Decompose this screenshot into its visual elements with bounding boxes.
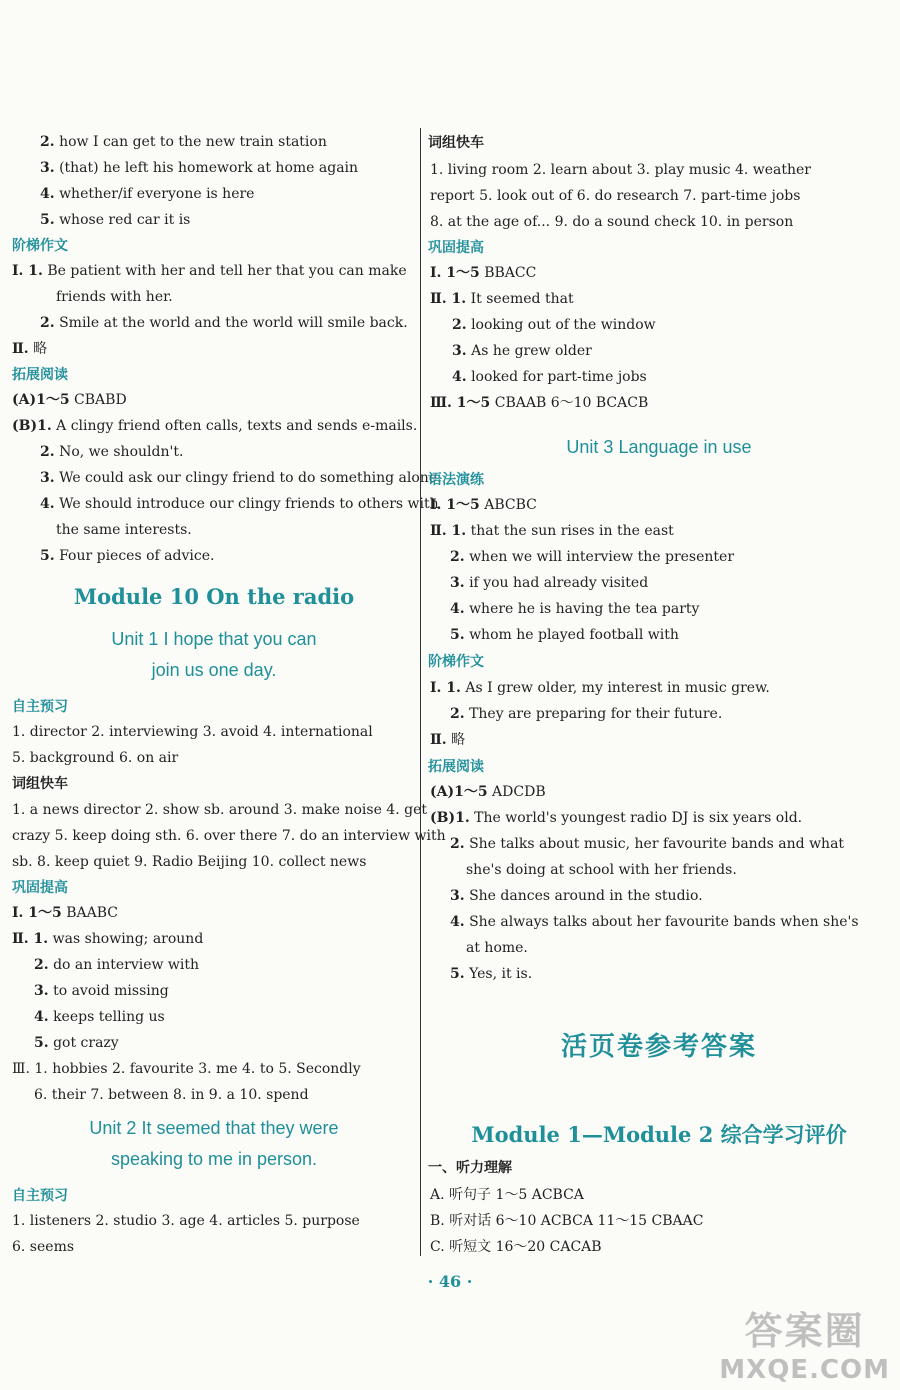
item-number: Ⅲ. 1～5 (430, 395, 491, 411)
item-number: Ⅰ. 1. (12, 263, 43, 279)
answer-line (12, 748, 178, 768)
item-number: Ⅰ. 1. (430, 680, 461, 696)
answer-line (56, 520, 192, 540)
item-number: 2. (450, 836, 465, 852)
answer-line (12, 390, 127, 410)
module-range-title: Module 1—Module 2 综合学习评价 (471, 1122, 847, 1147)
item-number: (A)1～5 (12, 392, 70, 408)
answer-text: looking out of the window (471, 317, 656, 333)
item-number: 2. (34, 957, 49, 973)
section-heading: 一、听力理解 (428, 1160, 512, 1176)
answer-line (34, 1007, 165, 1027)
answer-text: No, we shouldn't. (59, 444, 184, 460)
answer-line (12, 800, 427, 820)
section-heading: 巩固提高 (12, 880, 68, 896)
section-heading: 巩固提高 (428, 240, 484, 256)
answer-text: ADCDB (492, 784, 546, 800)
answer-line (12, 903, 118, 923)
answer-line (430, 186, 800, 206)
answer-line (34, 1085, 309, 1105)
answer-text: the same interests. (56, 522, 192, 538)
answer-text: if you had already visited (469, 575, 649, 591)
answer-text: when we will interview the presenter (469, 549, 735, 565)
answer-line (40, 184, 254, 204)
section-heading: 自主预习 (12, 699, 68, 715)
answer-line (12, 1211, 360, 1231)
answer-line (40, 210, 190, 230)
answer-line (430, 782, 546, 802)
answer-line (12, 722, 373, 742)
answer-text: how I can get to the new train station (59, 134, 327, 150)
answer-line (452, 367, 647, 387)
section-heading: 拓展阅读 (12, 367, 68, 383)
answer-line (450, 912, 859, 932)
section-heading: 词组快车 (12, 776, 68, 792)
answer-text: We should introduce our clingy friends to others with (59, 496, 439, 512)
answer-line (450, 599, 699, 619)
answer-text: she's doing at school with her friends. (466, 862, 737, 878)
answer-text: at home. (466, 940, 528, 956)
item-number: Ⅱ. 1. (430, 523, 467, 539)
unit-title: Unit 2 It seemed that they were (89, 1118, 339, 1138)
answer-text: A clingy friend often calls, texts and sends e-mails. (56, 418, 418, 434)
answer-text: They are preparing for their future. (469, 706, 723, 722)
answer-text: 1. listeners 2. studio 3. age 4. articles 5. purpose (12, 1213, 360, 1229)
answer-text: 1. director 2. interviewing 3. avoid 4. international (12, 724, 373, 740)
answer-line (450, 547, 734, 567)
item-number: Ⅰ. 1～5 (430, 497, 480, 513)
answer-text: whose red car it is (59, 212, 191, 228)
item-number: Ⅱ. (430, 732, 447, 748)
answer-line (430, 730, 465, 750)
answer-line (12, 852, 366, 872)
module-title: Module 10 On the radio (73, 584, 355, 609)
answer-line (34, 955, 199, 975)
answer-text: Smile at the world and the world will smile back. (59, 315, 408, 331)
answer-line (430, 393, 648, 413)
item-number: Ⅰ. 1～5 (430, 265, 480, 281)
answer-text: friends with her. (56, 289, 173, 305)
answer-line (12, 929, 203, 949)
answer-text: CBAAB 6～10 BCACB (494, 395, 649, 411)
answer-text: 6. seems (12, 1239, 75, 1255)
item-number: 2. (40, 444, 55, 460)
item-number: (B)1. (12, 418, 52, 434)
answer-text: 1. a news director 2. show sb. around 3. make noise 4. get (12, 802, 427, 818)
item-number: Ⅱ. 1. (430, 291, 467, 307)
item-number: 3. (40, 160, 55, 176)
answer-line (40, 494, 439, 514)
answer-text: It seemed that (470, 291, 574, 307)
answer-line (450, 964, 532, 984)
item-number: 2. (40, 315, 55, 331)
answer-line (450, 704, 722, 724)
answer-text: 6. their 7. between 8. in 9. a 10. spend (34, 1087, 309, 1103)
answer-text: As I grew older, my interest in music grew. (465, 680, 770, 696)
answer-line (430, 521, 674, 541)
column-divider (420, 128, 421, 1256)
answer-text: As he grew older (471, 343, 592, 359)
unit-title: join us one day. (151, 660, 277, 680)
answer-text: 略 (33, 341, 48, 357)
answer-line (40, 132, 327, 152)
item-number: 4. (452, 369, 467, 385)
item-number: Ⅰ. 1～5 (12, 905, 62, 921)
answer-text: CBABD (74, 392, 127, 408)
answer-text: sb. 8. keep quiet 9. Radio Beijing 10. collect news (12, 854, 367, 870)
item-number: 5. (34, 1035, 49, 1051)
answer-text: (that) he left his homework at home again (59, 160, 359, 176)
answer-text: BAABC (66, 905, 119, 921)
answer-text: that the sun rises in the east (470, 523, 674, 539)
item-number: 4. (450, 914, 465, 930)
item-number: 3. (34, 983, 49, 999)
page-number: · 46 · (427, 1272, 473, 1291)
answer-line (430, 289, 574, 309)
answer-key-title: 活页卷参考答案 (560, 1032, 757, 1062)
answer-text: She always talks about her favourite bands when she's (469, 914, 859, 930)
answer-line (56, 287, 173, 307)
answer-text: The world's youngest radio DJ is six years old. (474, 810, 803, 826)
answer-text: 1. living room 2. learn about 3. play music 4. weather (430, 162, 812, 178)
item-number: 5. (450, 627, 465, 643)
answer-text: to avoid missing (53, 983, 169, 999)
section-heading: 阶梯作文 (12, 238, 68, 254)
answer-text: BBACC (484, 265, 537, 281)
item-number: 3. (450, 888, 465, 904)
answer-line (12, 1237, 74, 1257)
answer-line (40, 442, 183, 462)
item-number: 3. (450, 575, 465, 591)
item-number: 4. (34, 1009, 49, 1025)
answer-text: Yes, it is. (469, 966, 533, 982)
answer-line (12, 339, 47, 359)
answer-text: C. 听短文 16～20 CACAB (430, 1239, 602, 1255)
item-number: Ⅱ. (12, 341, 29, 357)
item-number: 4. (40, 186, 55, 202)
answer-line (34, 1033, 119, 1053)
answer-line (450, 834, 844, 854)
answer-text: keeps telling us (53, 1009, 165, 1025)
answer-text: 略 (451, 732, 466, 748)
answer-text: Four pieces of advice. (59, 548, 215, 564)
item-number: 2. (40, 134, 55, 150)
section-heading: 语法演练 (428, 472, 484, 488)
answer-text: 8. at the age of... 9. do a sound check 10. in person (430, 214, 794, 230)
item-number: 2. (450, 549, 465, 565)
answer-text: was showing; around (52, 931, 204, 947)
section-heading: 词组快车 (428, 135, 484, 151)
item-number: (A)1～5 (430, 784, 488, 800)
answer-line (450, 886, 703, 906)
answer-text: got crazy (53, 1035, 119, 1051)
item-number: 3. (40, 470, 55, 486)
item-number: 5. (40, 212, 55, 228)
item-number: Ⅱ. 1. (12, 931, 49, 947)
answer-line (34, 981, 169, 1001)
answer-text: crazy 5. keep doing sth. 6. over there 7. do an interview with (12, 828, 446, 844)
answer-text: report 5. look out of 6. do research 7. part-time jobs (430, 188, 801, 204)
answer-line (430, 263, 536, 283)
answer-line (40, 546, 214, 566)
section-heading: 拓展阅读 (428, 759, 484, 775)
item-number: 5. (40, 548, 55, 564)
answer-text: where he is having the tea party (469, 601, 700, 617)
item-number: (B)1. (430, 810, 470, 826)
answer-text: ABCBC (484, 497, 537, 513)
answer-text: whether/if everyone is here (59, 186, 255, 202)
answer-text: do an interview with (53, 957, 200, 973)
answer-line (450, 625, 679, 645)
answer-line (40, 313, 408, 333)
answer-line (466, 938, 528, 958)
answer-text: We could ask our clingy friend to do something alone. (59, 470, 442, 486)
answer-line (430, 495, 537, 515)
answer-line (430, 212, 793, 232)
item-number: 2. (450, 706, 465, 722)
answer-line (452, 341, 592, 361)
item-number: 5. (450, 966, 465, 982)
answer-text: Ⅲ. 1. hobbies 2. favourite 3. me 4. to 5. Secondly (12, 1061, 361, 1077)
answer-line (430, 1237, 602, 1257)
answer-text: A. 听句子 1～5 ACBCA (430, 1187, 584, 1203)
answer-line (430, 678, 770, 698)
answer-line (12, 1059, 361, 1079)
answer-text: whom he played football with (469, 627, 679, 643)
answer-text: She talks about music, her favourite bands and what (469, 836, 845, 852)
unit-title: Unit 3 Language in use (566, 437, 752, 457)
answer-line (450, 573, 648, 593)
unit-title: Unit 1 I hope that you can (111, 629, 317, 649)
answer-text: B. 听对话 6～10 ACBCA 11～15 CBAAC (430, 1213, 704, 1229)
answer-text: 5. background 6. on air (12, 750, 179, 766)
item-number: 3. (452, 343, 467, 359)
answer-line (430, 1211, 703, 1231)
answer-text: She dances around in the studio. (469, 888, 703, 904)
answer-line (430, 160, 811, 180)
item-number: 2. (452, 317, 467, 333)
unit-title: speaking to me in person. (110, 1149, 318, 1169)
answer-line (430, 1185, 584, 1205)
section-heading: 自主预习 (12, 1188, 68, 1204)
answer-text: looked for part-time jobs (471, 369, 647, 385)
answer-line (430, 808, 802, 828)
section-heading: 阶梯作文 (428, 654, 484, 670)
item-number: 4. (450, 601, 465, 617)
answer-line (40, 468, 442, 488)
answer-text: Be patient with her and tell her that you can make (47, 263, 407, 279)
answer-line (466, 860, 737, 880)
answer-line (12, 261, 407, 281)
answer-line (40, 158, 358, 178)
watermark-logo: 答案圈 MXQE.COM (719, 1309, 890, 1385)
answer-line (12, 416, 417, 436)
answer-line (452, 315, 656, 335)
answer-line (12, 826, 446, 846)
item-number: 4. (40, 496, 55, 512)
